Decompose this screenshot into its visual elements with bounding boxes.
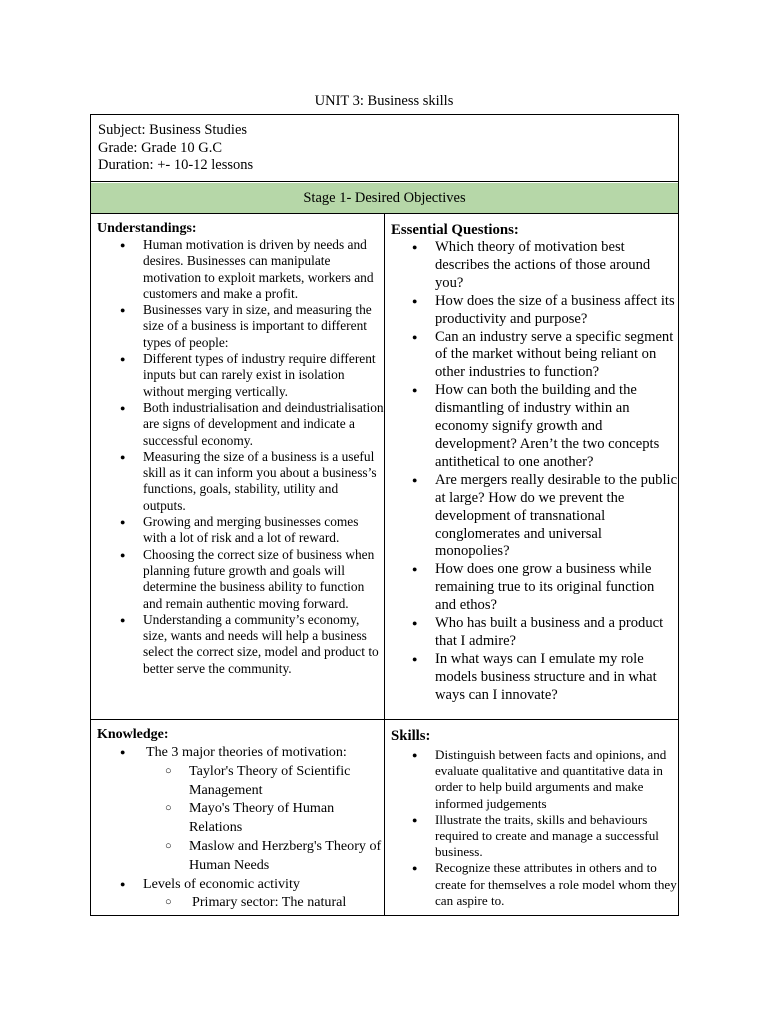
list-item: ● Different types of industry require different inputs but can rarely exist in isolation without merging vertically. xyxy=(91,351,384,400)
skills-heading: Skills: xyxy=(391,728,431,744)
list-item: ○ Mayo's Theory of Human Relations xyxy=(91,799,384,837)
list-item: ● Illustrate the traits, skills and behaviours required to create and manage a successful business. xyxy=(385,812,678,861)
course-info xyxy=(91,115,678,182)
knowledge-list xyxy=(91,743,384,912)
list-item: ● Measuring the size of a business is a useful skill as it can inform you about a business’s functions, goals, stability, utility and outputs. xyxy=(91,449,384,514)
list-item: ● In what ways can I emulate my role models business structure and in what ways can I innovate? xyxy=(385,651,678,705)
list-item: ● Which theory of motivation best describes the actions of those around you? xyxy=(385,239,678,293)
knowledge-heading: Knowledge: xyxy=(97,727,169,742)
list-item: ● Are mergers really desirable to the public at large? How do we prevent the development of transnational conglomerates and universal monopolies? xyxy=(385,472,678,562)
list-item: ● Distinguish between facts and opinions, and evaluate qualitative and quantitative data in order to help build arguments and make informed judgements xyxy=(385,747,678,812)
duration-line: Duration: +- 10-12 lessons xyxy=(98,157,254,173)
knowledge-item-levels: Levels of economic activity xyxy=(143,875,300,892)
levels-sublist xyxy=(91,893,384,912)
list-item: ● Businesses vary in size, and measuring the size of a business is important to different types of people: xyxy=(91,302,384,351)
skills-cell xyxy=(385,720,678,915)
list-item: ● Both industrialisation and deindustrialisation are signs of development and indicate a successful economy. xyxy=(91,400,384,449)
page-title: UNIT 3: Business skills xyxy=(314,93,454,109)
understandings-list xyxy=(91,237,384,677)
list-item: ● Who has built a business and a product that I admire? xyxy=(385,615,678,651)
essential-questions-cell xyxy=(385,214,678,720)
stage-header: Stage 1- Desired Objectives xyxy=(91,183,678,214)
list-item: ○ Maslow and Herzberg's Theory of Human Needs xyxy=(91,837,384,875)
list-item xyxy=(91,893,384,912)
list-item xyxy=(91,875,384,913)
subject-line: Subject: Business Studies xyxy=(98,122,248,138)
list-item xyxy=(91,743,384,875)
list-item: ● Recognize these attributes in others and to create for themselves a role model whom they can aspire to. xyxy=(385,860,678,909)
list-item: ● How does the size of a business affect its productivity and purpose? xyxy=(385,293,678,329)
list-item: ● How can both the building and the dismantling of industry within an economy signify growth and development? Aren’t the two concepts antithetical to one another? xyxy=(385,382,678,472)
understandings-heading: Understandings: xyxy=(97,221,197,236)
knowledge-item-theories: The 3 major theories of motivation: xyxy=(146,744,347,760)
grade-line: Grade: Grade 10 G.C xyxy=(98,139,223,156)
list-item: ○ Taylor's Theory of Scientific Management xyxy=(91,762,384,800)
theories-sublist xyxy=(91,762,384,875)
list-item: ● How does one grow a business while remaining true to its original function and ethos? xyxy=(385,561,678,615)
list-item: ● Understanding a community’s economy, size, wants and needs will help a business select the correct size, model and product to better serve the community. xyxy=(91,612,384,677)
unit-plan-table xyxy=(90,114,679,916)
list-item: ● Can an industry serve a specific segment of the market without being reliant on other industries to function? xyxy=(385,329,678,383)
knowledge-cell xyxy=(91,720,385,915)
essential-questions-list xyxy=(385,239,678,705)
list-item: ● Human motivation is driven by needs and desires. Businesses can manipulate motivation to exploit markets, workers and customers and make a profit. xyxy=(91,237,384,302)
list-item: ● Choosing the correct size of business when planning future growth and goals will determine the business ability to function and remain authentic moving forward. xyxy=(91,547,384,612)
essential-questions-heading: Essential Questions: xyxy=(391,222,519,238)
skills-list xyxy=(385,747,678,909)
level-text: Primary sector: The natural xyxy=(192,894,347,911)
list-item: ● Growing and merging businesses comes with a lot of risk and a lot of reward. xyxy=(91,514,384,547)
understandings-cell xyxy=(91,214,385,720)
